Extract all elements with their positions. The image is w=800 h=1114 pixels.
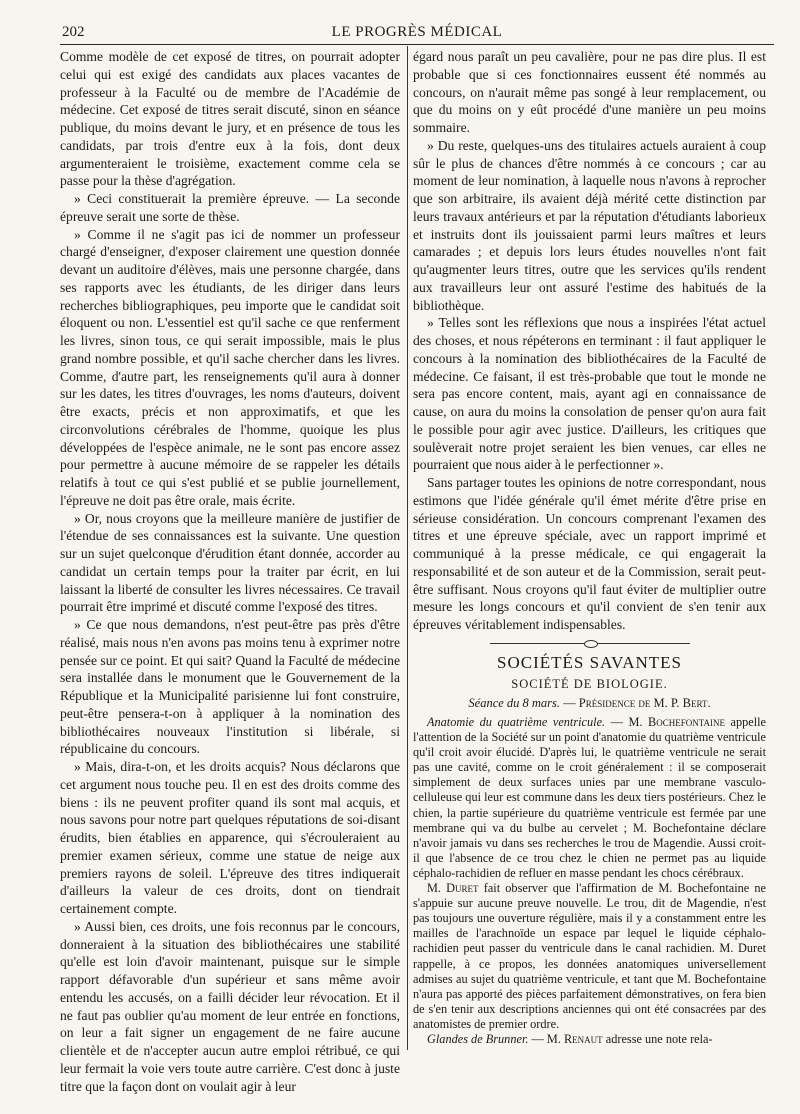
paragraph: » Ceci constituerait la première épreuve. — La seconde épreuve serait une sorte de thèse. (60, 191, 400, 224)
author-name: Duret (446, 881, 479, 896)
section-title: SOCIÉTÉS SAVANTES (497, 652, 682, 672)
paragraph: » Or, nous croyons que la meilleure manière de justifier de l'étendue de ses connaissances est la suivante. Une question sur un sujet quelconque d'érudition étant donnée, accorder au candidat un certain temps pour la traiter par écrit, en lui laissant la liberté de consulter les livres nécessaires. Ce travail pourrait être imprimé et discuté comme l'exposé des titres. (60, 510, 400, 615)
column-divider (407, 46, 408, 1050)
paragraph: Comme modèle de cet exposé de titres, on pourrait adopter celui qui est exigé des candidats aux places vacantes de professeur à la Faculté ou de membre de l'Académie de médecine. Cet exposé de titres serait discuté, sinon en séance publique, du moins devant le jury, et en présence de tous les candidats, par trois d'entre eux à la fois, dont deux argumenteraient le troisième, exactement comme cela se passe pour la thèse d'agrégation. (60, 49, 400, 189)
proceedings-paragraph (413, 881, 766, 1032)
left-column (60, 48, 400, 1095)
paragraph-text: adresse une note rela- (602, 1031, 713, 1046)
paragraph: » Ce que nous demandons, n'est peut-être pas près d'être réalisé, mais nous n'en avons pas moins tenu à exprimer notre pensée sur ce point. Et qui sait? Quand la Faculté de médecine sera installée dans le monument que le Gouvernement de la République et la Municipalité parisienne lui font construire, peut-être pensera-t-on à appliquer à la nomination des bibliothécaires nouveaux l'institution si libérale, si républicaine du concours. (60, 617, 400, 757)
paragraph: » Du reste, quelques-uns des titulaires actuels auraient à coup sûr le plus de chances d'être nommés à ce concours ; car au moment de leur nomination, à laquelle nous n'avons à reprocher que son arbitraire, ils avaient déjà mérité cette distinction par leurs travaux antérieurs et par la réputation d'étudiants laborieux et instruits dont ils jouissaient parmi leurs maîtres et leurs camarades ; et depuis lors leurs études nouvelles n'ont fait qu'augmenter leurs titres, outre que les services qu'ils rendent aux travailleurs leur ont assuré l'estime des habitués de la bibliothèque. (413, 137, 766, 313)
seance-date: Séance du 8 mars. (468, 696, 561, 711)
paragraph: » Aussi bien, ces droits, une fois reconnus par le concours, donneraient à la situation des bibliothécaires une stabilité qu'elle est loin d'avoir maintenant, puisque sur le simple rapport défavorable d'un supérieur et sans même avoir entendu les accusés, on a failli décider leur révocation. Et il ne faut pas oublier qu'au moment de leur entrée en fonctions, on leur a fait signer un engagement de ne faire aucune clientèle et de n'accepter aucun autre emploi rétribué, ce qui leur fermait la voie vers toute autre carrière. C'est donc à juste titre que la façon dont on voulait agir à leur (60, 918, 400, 1094)
prefix: M. (427, 881, 447, 896)
paragraph-text: appelle l'attention de la Société sur un point d'anatomie du quatrième ventricule qu'il croit avoir élucidé. D'après lui, le quatrième ventricule ne serait pas une cavité, comme on le croit généralement : il se composerait simplement de deux surfaces unies par une membrane vasculo-celluleuse qui leur est commune dans les deux tiers postérieurs. Chez le chien, la partie supérieure du quatrième ventricule est fermée par une membrane qui va du bulbe au cervelet ; M. Bochefontaine déclare n'avoir jamais vu dans ses recherches le trou de Magendie. Aussi croit-il que l'absence de ce trou chez le chien ne permet pas au liquide céphalo-rachidien de refluer en masse pendant les chocs cérébraux. (413, 715, 767, 880)
paragraph: » Comme il ne s'agit pas ici de nommer un professeur chargé d'enseigner, d'exposer clairement une question donnée devant un auditoire d'élèves, mais une personne chargée, dans ses rapports avec les étudiants, de les diriger dans leurs recherches bibliographiques, peu importe que le candidat soit éloquent ou non. L'essentiel est qu'il sache ce que renferment les livres, sinon tous, ce qui serait impossible, mais le plus grand nombre possible, et qu'il sache chercher dans les livres. Comme, d'autre part, les renseignements qu'il aura à donner sur les dates, les titres d'ouvrages, les noms d'auteurs, doivent être exacts, précis et non approximatifs, et que les circonvolutions cérébrales de l'homme, quoique les plus développées de l'espèce animale, ne le sont pas encore assez pour permettre à aucune mémoire de se rappeler les détails relatifs à tout ce qui s'est publié et se publie journellement, l'épreuve ne doit pas être orale, mais écrite. (60, 226, 400, 508)
proceedings (413, 715, 766, 1047)
author-name: Bochefontaine (648, 715, 725, 729)
presidence: Présidence de M. P. Bert. (578, 696, 711, 711)
paragraph: Sans partager toutes les opinions de notre correspondant, nous estimons que l'idée générale qu'il émet mérite d'être prise en sérieuse considération. Un concours comprenant l'examen des titres et une épreuve spéciale, avec un rapport imprimé et communiqué à la presse médicale, ce qui engagerait la responsabilité et de son auteur et de la Commission, serait peut-être suffisant. Nous croyons qu'il faut éviter de multiplier outre mesure les longs concours et qu'il convient de s'en tenir aux épreuves véritablement indispensables. (413, 475, 766, 632)
paragraph: » Mais, dira-t-on, et les droits acquis? Nous déclarons que cet argument nous touche peu. Il en est des droits comme des biens : ils ne peuvent profiter quand ils sont mal acquis, et nous savons pour notre part quelques réputations de soi-disant érudits, bien établies en apparence, qui s'écrouleraient au premier examen sérieux, comme une statue de neige aux premiers rayons de soleil. L'épreuve des titres indiquerait d'ailleurs la valeur de ces droits, dont on tiendrait certainement compte. (60, 759, 400, 916)
seance-dash: — (560, 696, 579, 711)
seance-line (413, 695, 766, 713)
running-header (60, 22, 774, 45)
brunner-heading: Glandes de Brunner. (427, 1031, 529, 1046)
right-column (413, 48, 766, 1047)
proceedings-paragraph (413, 1032, 766, 1047)
journal-title: LE PROGRÈS MÉDICAL (331, 24, 503, 40)
paragraph: » Telles sont les réflexions que nous a inspirées l'état actuel des choses, et nous répéterons en terminant : il faut appliquer le concours à la nomination des bibliothécaires de la Faculté de médecine. Ce faisant, il est très-probable que tout le monde ne sera pas encore content, mais, ayant agi en connaissance de cause, on aura du moins la consolation de penser qu'on aura fait le possible pour agir avec justice. D'ailleurs, les critiques que soulèverait notre projet seraient les bien venues, car elles ne pourraient que nous aider à le perfectionner ». (413, 315, 766, 473)
dash: — M. (605, 715, 648, 729)
society-title: SOCIÉTÉ DE BIOLOGIE. (511, 676, 668, 691)
section-separator (490, 640, 690, 646)
author-name: Renaut (563, 1031, 603, 1046)
proceedings-paragraph (413, 715, 766, 881)
paragraph-text: fait observer que l'affirmation de M. Bochefontaine ne s'appuie sur aucune preuve nouvelle. Le trou, dit de Magendie, n'est pas toujours une ouverture régulière, mais il y a constamment entre les mailles de l'arachnoïde un espace par lequel le liquide céphalo-rachidien peut passer du ventricule dans le canal rachidien. M. Duret rappelle, à ce propos, les données anatomiques universellement admises au sujet du quatrième ventricule, et tant que M. Bochefontaine n'aura pas apporté des pièces parfaitement démonstratives, on fera bien de s'en tenir aux descriptions anciennes qui ont été consacrées par des anatomistes de premier ordre. (413, 881, 766, 1031)
page-number: 202 (62, 24, 85, 40)
anatomy-heading: Anatomie du quatrième ventricule. (427, 715, 606, 729)
paragraph: égard nous paraît un peu cavalière, pour ne pas dire plus. Il est probable que si ces fonctionnaires eussent été nommés au concours, on n'aurait même pas songé à leur remplacement, ou que du moins on y eût procédé d'une manière un peu moins sommaire. (413, 49, 766, 135)
dash: — M. (528, 1031, 564, 1046)
